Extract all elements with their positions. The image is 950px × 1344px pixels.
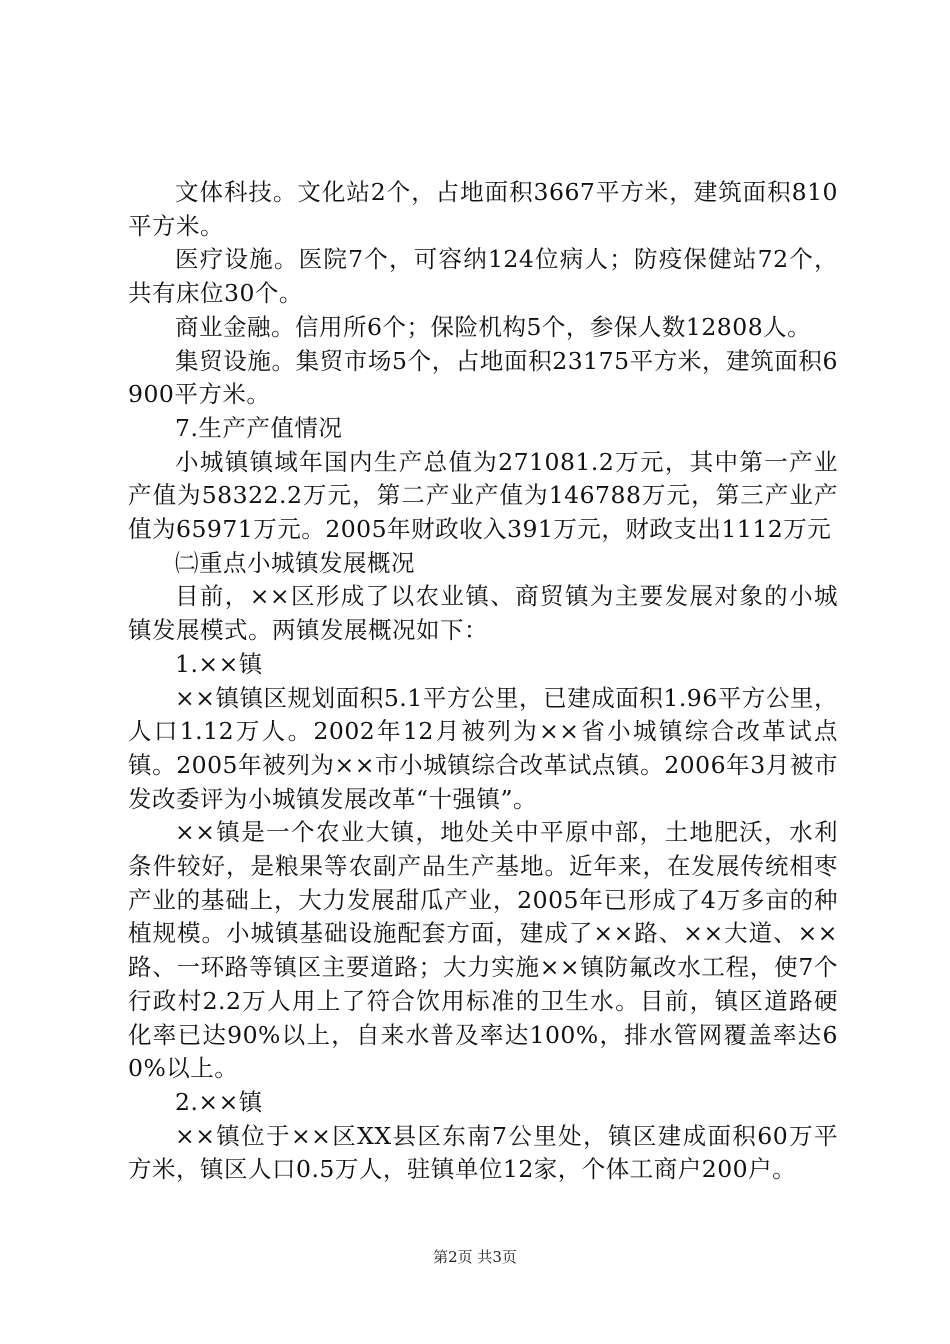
paragraph-production-value: 小城镇镇域年国内生产总值为271081.2万元，其中第一产业产值为58322.2万元，第二产业产值为146788万元，第三产业产值为65971万元。2005年财政收入391万元，财政支出1112万元 [128,447,838,544]
page-number-footer: 第2页 共3页 [433,1248,517,1266]
paragraph-market: 集贸设施。集贸市场5个，占地面积23175平方米，建筑面积6900平方米。 [128,346,838,409]
paragraph-town-2-overview: ××镇位于××区XX县区东南7公里处，镇区建成面积60万平方米，镇区人口0.5万人，驻镇单位12家，个体工商户200户。 [128,1121,838,1184]
paragraph-medical: 医疗设施。医院7个，可容纳124位病人；防疫保健站72个，共有床位30个。 [128,245,838,308]
section-heading-production: 7.生产产值情况 [175,413,343,442]
section-heading-town-1: 1.××镇 [175,649,263,678]
paragraph-town-1-agriculture: ××镇是一个农业大镇，地处关中平原中部，土地肥沃，水利条件较好，是粮果等农副产品生产基地。近年来，在发展传统相枣产业的基础上，大力发展甜瓜产业，2005年已形成了4万多亩的种植规模。小城镇基础设施配套方面，建成了××路、××大道、××路、一环路等镇区主要道路；大力实施××镇防氟改水工程，使7个行政村2.2万人用上了符合饮用标准的卫生水。目前，镇区道路硬化率已达90%以上，自来水普及率达100%，排水管网覆盖率达60%以上。 [128,818,838,1083]
paragraph-culture-tech: 文体科技。文化站2个，占地面积3667平方米，建筑面积810平方米。 [128,178,838,240]
paragraph-town-1-overview: ××镇镇区规划面积5.1平方公里，已建成面积1.96平方公里，人口1.12万人。2002年12月被列为××省小城镇综合改革试点镇。2005年被列为××市小城镇综合改革试点镇。2006年3月被市发改委评为小城镇发展改革“十强镇”。 [128,683,838,813]
section-heading-key-towns: ㈡重点小城镇发展概况 [175,548,415,577]
section-heading-town-2: 2.××镇 [175,1087,263,1116]
paragraph-development-mode: 目前，××区形成了以农业镇、商贸镇为主要发展对象的小城镇发展模式。两镇发展概况如下： [128,582,838,645]
document-body [128,176,838,1187]
paragraph-finance: 商业金融。信用所6个；保险机构5个，参保人数12808人。 [175,312,812,341]
